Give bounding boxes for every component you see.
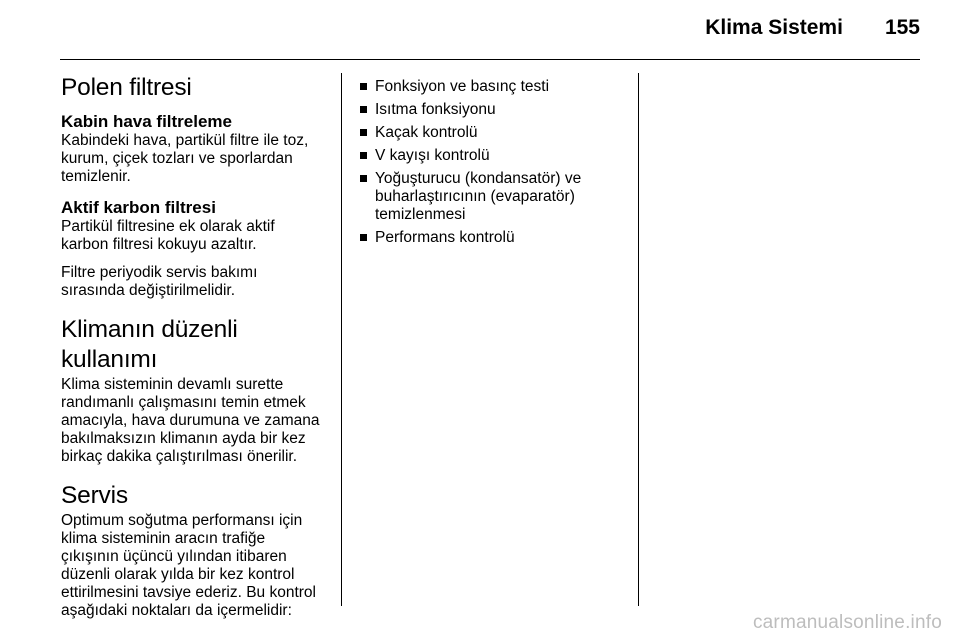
- paragraph-duzenli-kullanim: [61, 376, 333, 466]
- square-bullet-icon: [360, 152, 367, 159]
- text-line: çıkışının üçüncü yılından itibaren: [61, 548, 287, 565]
- text-line: düzenli olarak yılda bir kez kontrol: [61, 566, 295, 583]
- list-item-text: Yoğuşturucu (kondansatör) ve: [375, 170, 582, 187]
- text-line: bakılmaksızın klimanın ayda bir kez: [61, 430, 306, 447]
- page-number: 155: [884, 16, 920, 39]
- subsection-title-kabin-hava: Kabin hava filtreleme: [61, 112, 233, 131]
- service-checklist: [360, 78, 628, 247]
- text-line: klima sisteminin aracın trafiğe: [61, 530, 266, 547]
- list-item: [360, 124, 628, 142]
- section-title-duzenli-kullanim: Klimanın düzenli kullanımı: [61, 316, 238, 373]
- column-divider-right: [638, 73, 639, 606]
- middle-column: [360, 78, 628, 252]
- chapter-title: Klima Sistemi: [705, 16, 843, 39]
- subsection-title-aktif-karbon: Aktif karbon filtresi: [61, 198, 216, 217]
- list-item: [360, 229, 628, 247]
- list-item: [360, 101, 628, 119]
- running-header: [705, 16, 920, 48]
- watermark: carmanualsonline.info: [752, 612, 942, 633]
- paragraph-servis: [61, 512, 333, 620]
- list-item-text: Fonksiyon ve basınç testi: [375, 78, 550, 95]
- text-line: ettirilmesini tavsiye ederiz. Bu kontrol: [61, 584, 316, 601]
- text-line: sırasında değiştirilmelidir.: [61, 282, 236, 299]
- text-line: temizlenir.: [61, 168, 131, 185]
- list-item-text: buharlaştırıcının (evaparatör): [375, 188, 575, 205]
- square-bullet-icon: [360, 106, 367, 113]
- list-item-text: temizlenmesi: [375, 206, 466, 223]
- section-title-polen-filtresi: Polen filtresi: [61, 74, 192, 101]
- column-divider-left: [341, 73, 342, 606]
- text-line: amacıyla, hava durumuna ve zamana: [61, 412, 320, 429]
- text-line: Filtre periyodik servis bakımı: [61, 264, 258, 281]
- list-item-text: V kayışı kontrolü: [375, 147, 490, 164]
- square-bullet-icon: [360, 83, 367, 90]
- section-title-servis: Servis: [61, 482, 128, 509]
- text-line: Partikül filtresine ek olarak aktif: [61, 218, 275, 235]
- square-bullet-icon: [360, 234, 367, 241]
- list-item: [360, 78, 628, 96]
- header-rule: [60, 59, 920, 60]
- text-line: Optimum soğutma performansı için: [61, 512, 303, 529]
- text-line: aşağıdaki noktaları da içermelidir:: [61, 602, 292, 619]
- list-item: [360, 170, 628, 224]
- list-item-text: Kaçak kontrolü: [375, 124, 478, 141]
- text-line: Kabindeki hava, partikül filtre ile toz,: [61, 132, 309, 149]
- list-item-text: Performans kontrolü: [375, 229, 515, 246]
- square-bullet-icon: [360, 175, 367, 182]
- square-bullet-icon: [360, 129, 367, 136]
- paragraph-aktif-karbon: [61, 218, 333, 254]
- text-line: karbon filtresi kokuyu azaltır.: [61, 236, 257, 253]
- left-column: [61, 73, 333, 620]
- text-line: Klima sisteminin devamlı surette: [61, 376, 284, 393]
- text-line: randımanlı çalışmasını temin etmek: [61, 394, 306, 411]
- paragraph-kabin-hava: [61, 132, 333, 186]
- list-item-text: Isıtma fonksiyonu: [375, 101, 496, 118]
- text-line: kurum, çiçek tozları ve sporlardan: [61, 150, 293, 167]
- paragraph-filtre-bakim: [61, 264, 333, 300]
- text-line: birkaç dakika çalıştırılması önerilir.: [61, 448, 298, 465]
- list-item: [360, 147, 628, 165]
